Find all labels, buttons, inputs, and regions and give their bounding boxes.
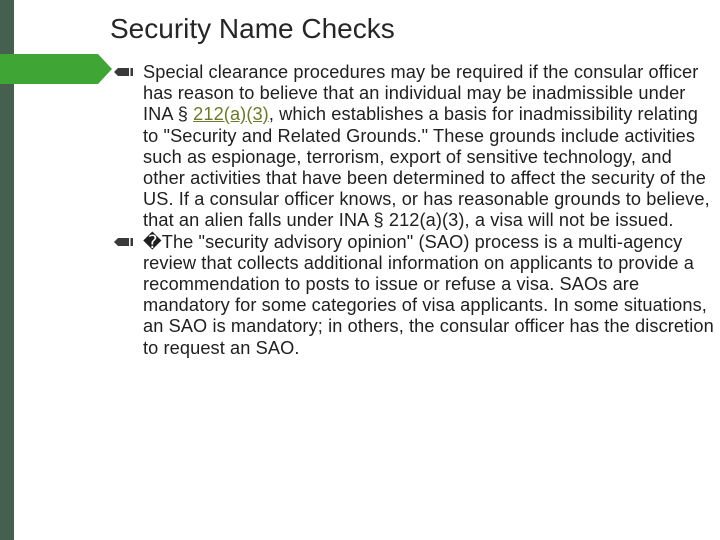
bullet-text-after-link: , which establishes a basis for inadmissibility relating to "Security and Related Grounds." These grounds include activities such as espionage, terrorism, export of sensitive technology, and other activities that have been determined to affect the security of the US. If a consular officer knows, or has reasonable grounds to believe, that an alien falls under INA § 212(a)(3), a visa will not be issued. bbox=[143, 104, 710, 231]
pencil-icon bbox=[114, 236, 133, 248]
bullet-item bbox=[114, 62, 714, 232]
bullet-list bbox=[114, 62, 714, 359]
bullet-item bbox=[114, 232, 714, 359]
bullet-text-before-link: Special clearance procedures may be required if the consular officer has reason to believe that an individual may be inadmissible under INA § bbox=[143, 62, 699, 125]
bullet-text: The "security advisory opinion" (SAO) process is a multi-agency review that collects additional information on applicants to provide a recommendation to posts to issue or refuse a visa. SAOs are mandatory for some categories of visa applicants. In some situations, an SAO is mandatory; in others, the consular officer has the discretion to request an SAO. bbox=[143, 231, 714, 358]
ina-212a3-link[interactable]: 212(a)(3) bbox=[193, 104, 269, 125]
replacement-glyph: � bbox=[143, 231, 162, 253]
pencil-icon bbox=[114, 66, 133, 78]
title-arrow-decoration bbox=[0, 54, 112, 84]
slide-title: Security Name Checks bbox=[110, 13, 395, 44]
